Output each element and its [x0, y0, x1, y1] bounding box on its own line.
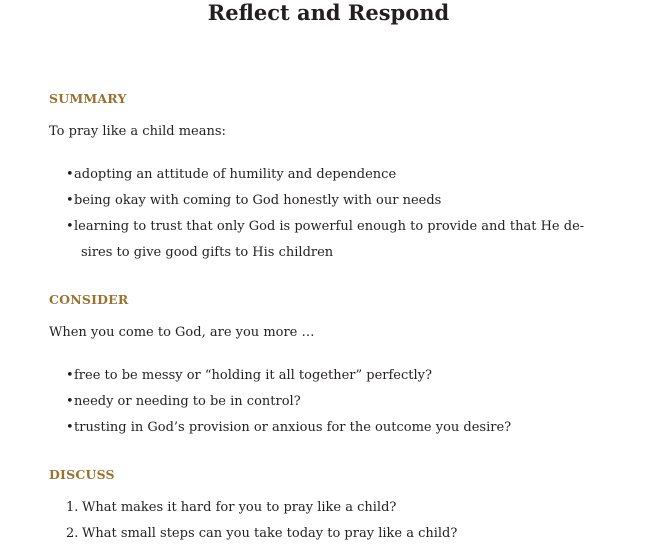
- list-item: [66, 214, 596, 266]
- consider-list: [66, 363, 596, 441]
- list-item: [66, 415, 596, 441]
- consider-intro: When you come to God, are you more …: [49, 325, 315, 340]
- list-item-text: trusting in God’s provision or anxious for the outcome you desire?: [74, 420, 512, 435]
- bullet-icon: •: [66, 368, 74, 383]
- discuss-heading: DISCUSS: [49, 467, 115, 482]
- bullet-icon: •: [66, 167, 74, 182]
- list-item-text: adopting an attitude of humility and dependence: [74, 167, 397, 182]
- question-number: 2.: [66, 526, 79, 541]
- question-text: What makes it hard for you to pray like a child?: [82, 500, 397, 515]
- question-item: [66, 495, 606, 521]
- summary-heading: SUMMARY: [49, 91, 127, 106]
- list-item: [66, 363, 596, 389]
- question-number: 1.: [66, 500, 79, 515]
- question-item: [66, 521, 606, 547]
- list-item-text: being okay with coming to God honestly with our needs: [74, 193, 442, 208]
- bullet-icon: •: [66, 394, 74, 409]
- list-item-text: learning to trust that only God is powerful enough to provide and that He de-: [74, 219, 585, 234]
- consider-heading: CONSIDER: [49, 292, 129, 307]
- list-item-text: free to be messy or “holding it all together” perfectly?: [74, 368, 432, 383]
- page-title: Reflect and Respond: [207, 0, 450, 25]
- bullet-icon: •: [66, 420, 74, 435]
- list-item: [66, 162, 596, 188]
- list-item: [66, 188, 596, 214]
- bullet-icon: •: [66, 219, 74, 234]
- list-item-text: needy or needing to be in control?: [74, 394, 301, 409]
- discuss-questions: [66, 495, 606, 547]
- list-item: [66, 389, 596, 415]
- question-text: What small steps can you take today to pray like a child?: [82, 526, 458, 541]
- list-item-text-continued: sires to give good gifts to His children: [81, 245, 334, 260]
- summary-intro: To pray like a child means:: [49, 124, 226, 139]
- summary-list: [66, 162, 596, 266]
- bullet-icon: •: [66, 193, 74, 208]
